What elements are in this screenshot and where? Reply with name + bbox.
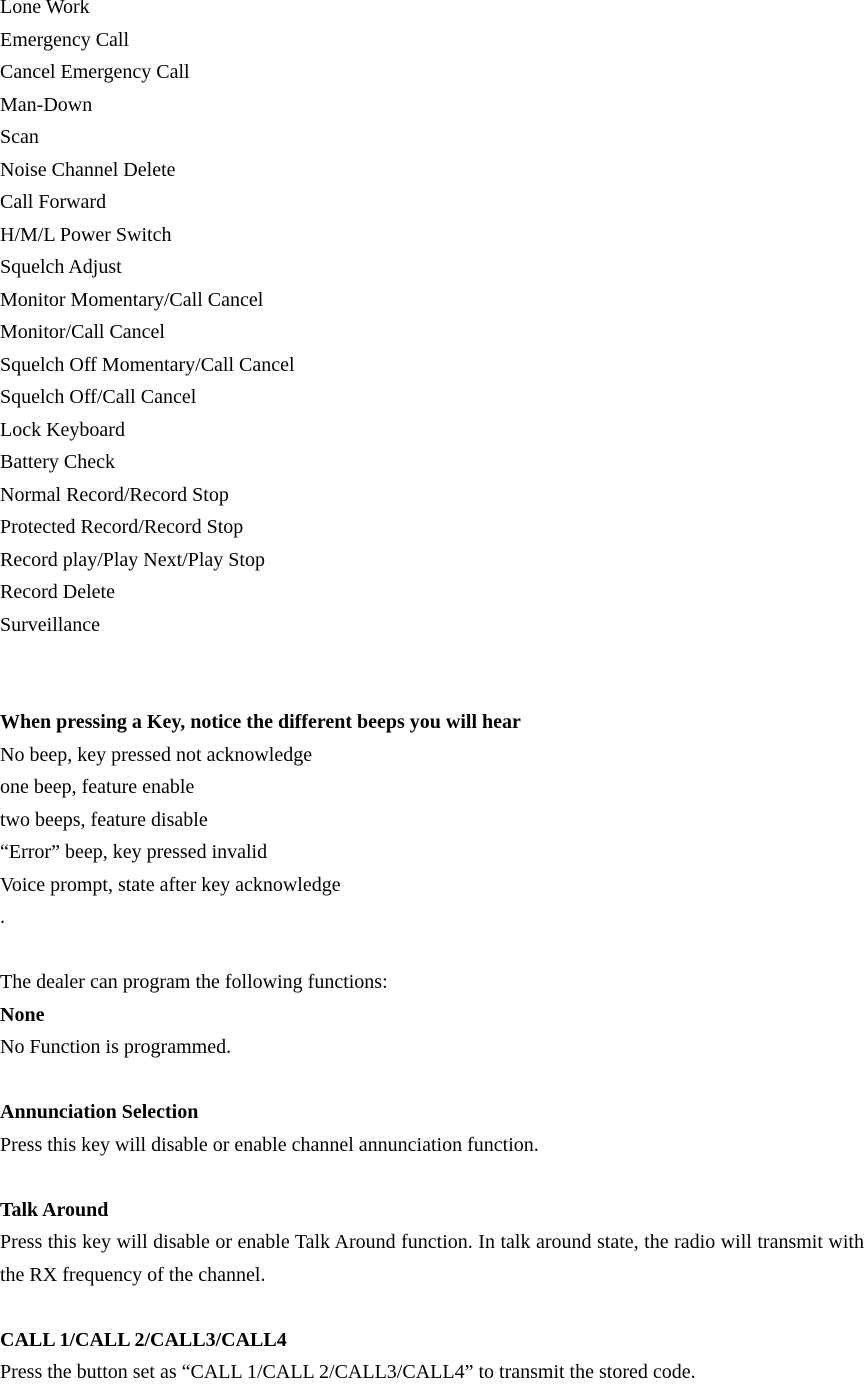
list-item: Noise Channel Delete: [0, 158, 176, 181]
list-item: Call Forward: [0, 191, 107, 213]
beep-item: No beep, key pressed not acknowledge: [0, 743, 313, 766]
dealer-intro: The dealer can program the following functions:: [0, 971, 388, 993]
section-text: Press this key will disable or enable Talk Around function. In talk around state, the radio will transmit with the RX frequency of the channel.: [0, 1231, 864, 1286]
spacer: [0, 641, 864, 674]
list-item: Record Delete: [0, 581, 115, 603]
list-item: Record play/Play Next/Play Stop: [0, 548, 265, 571]
list-item: Lock Keyboard: [0, 418, 125, 441]
list-item: Protected Record/Record Stop: [0, 516, 244, 538]
beeps-heading: When pressing a Key, notice the different beeps you will hear: [0, 711, 521, 733]
list-item: Squelch Off/Call Cancel: [0, 386, 197, 408]
function-list: [0, 0, 864, 641]
section-text: Press this key will disable or enable channel annunciation function.: [0, 1133, 539, 1156]
spacer: [0, 934, 864, 967]
list-item: Man-Down: [0, 93, 93, 116]
section-none: [0, 999, 864, 1064]
beep-item: Voice prompt, state after key acknowledge: [0, 873, 341, 896]
list-item: Monitor Momentary/Call Cancel: [0, 288, 264, 311]
beep-item: two beeps, feature disable: [0, 808, 208, 831]
section-text: Press the button set as “CALL 1/CALL 2/CALL3/CALL4” to transmit the stored code.: [0, 1361, 696, 1383]
spacer: [0, 1291, 864, 1324]
list-item: Emergency Call: [0, 28, 130, 51]
spacer: [0, 1161, 864, 1194]
list-item: Cancel Emergency Call: [0, 61, 190, 83]
list-item: Squelch Adjust: [0, 256, 122, 278]
list-item: H/M/L Power Switch: [0, 223, 172, 246]
list-item: Surveillance: [0, 613, 100, 636]
section-heading: Annunciation Selection: [0, 1101, 199, 1123]
list-item: Lone Work: [0, 0, 90, 18]
beep-item: “Error” beep, key pressed invalid: [0, 841, 268, 863]
spacer: [0, 674, 864, 707]
section-text: No Function is programmed.: [0, 1036, 232, 1058]
section-annunciation: [0, 1096, 864, 1161]
section-call: [0, 1324, 864, 1389]
list-item: Monitor/Call Cancel: [0, 321, 165, 343]
section-heading: CALL 1/CALL 2/CALL3/CALL4: [0, 1328, 287, 1351]
beeps-section: [0, 706, 864, 934]
list-item: Battery Check: [0, 451, 115, 473]
list-item: Scan: [0, 126, 39, 148]
list-item: Normal Record/Record Stop: [0, 483, 229, 506]
beeps-trailing-dot: .: [0, 906, 5, 928]
list-item: Squelch Off Momentary/Call Cancel: [0, 353, 295, 376]
section-heading: Talk Around: [0, 1198, 109, 1221]
section-heading: None: [0, 1003, 45, 1026]
beep-item: one beep, feature enable: [0, 776, 195, 798]
spacer: [0, 1064, 864, 1097]
section-talk-around: [0, 1194, 864, 1292]
